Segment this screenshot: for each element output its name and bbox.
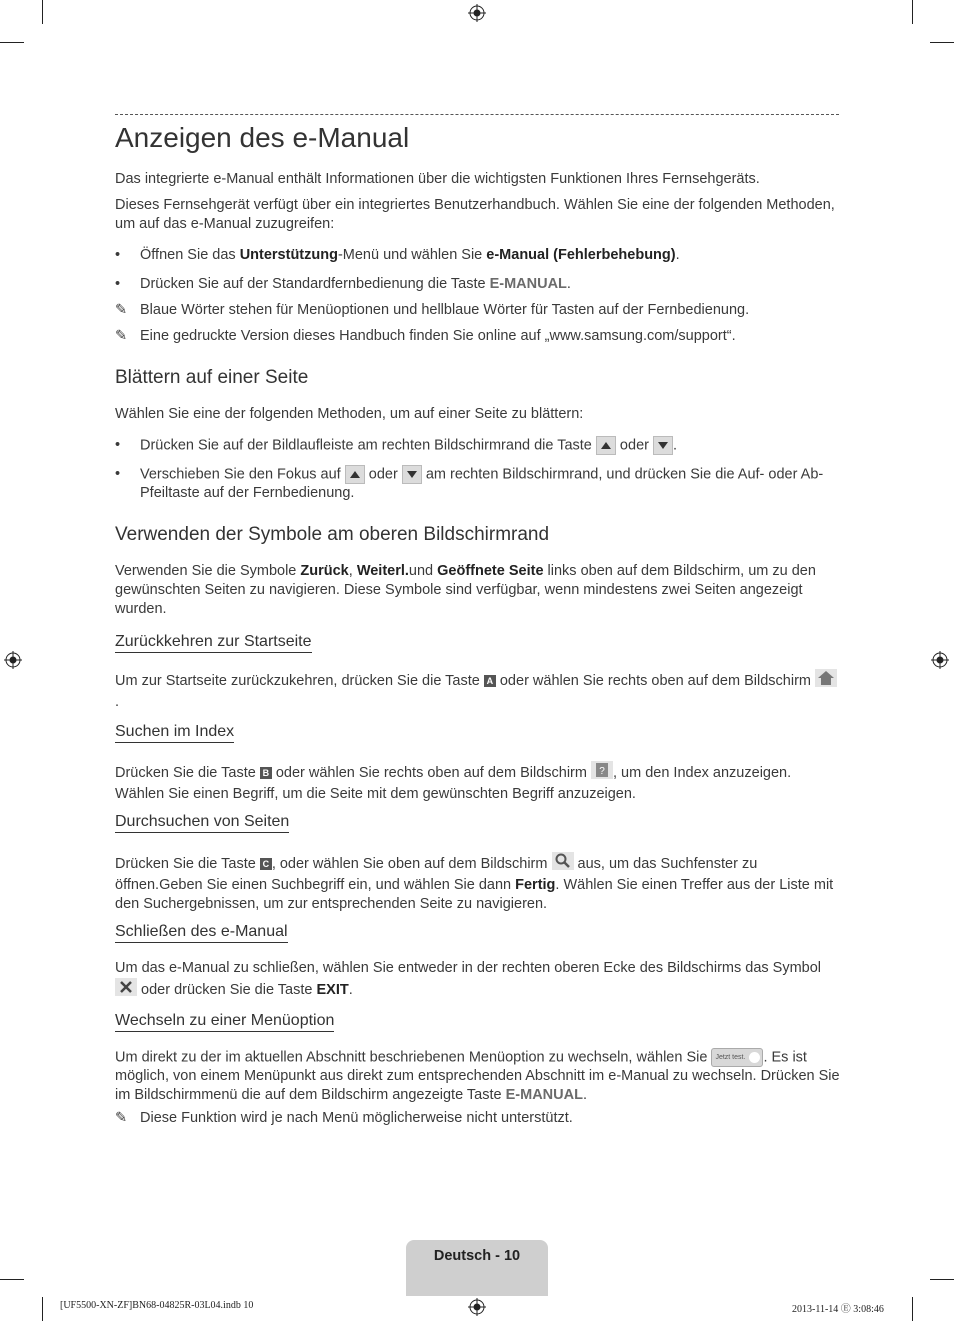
text: , oder wählen Sie oben auf dem Bildschirm (271, 855, 552, 872)
crop-mark (42, 0, 43, 24)
text: Öffnen Sie das (140, 247, 240, 263)
search-icon (552, 852, 574, 876)
crop-mark (912, 1297, 913, 1321)
key-b-icon: B (260, 767, 272, 779)
section-text: Wählen Sie eine der folgenden Methoden, um auf einer Seite zu blättern: (115, 406, 584, 422)
menu-term: Weiterl. (356, 563, 409, 579)
text: Drücken Sie auf der Bildlaufleiste am rechten Bildschirmrand die Taste (140, 437, 596, 454)
play-icon (749, 1052, 760, 1063)
subsection-heading: Wechseln zu einer Menüoption (115, 1012, 334, 1032)
home-icon (815, 669, 837, 693)
text: Um zur Startseite zurückzukehren, drücken Sie die Taste (115, 672, 484, 689)
page-number: Deutsch - 10 (433, 1248, 521, 1264)
subsection-heading: Durchsuchen von Seiten (115, 813, 289, 833)
arrow-up-icon (345, 465, 365, 484)
menu-term: Zurück (300, 563, 349, 579)
text: . (115, 694, 120, 710)
text: oder (364, 466, 402, 483)
text: Um das e-Manual zu schließen, wählen Sie entweder in der rechten oberen Ecke des Bildschirms das Symbol (115, 960, 822, 976)
text: Um direkt zu der im aktuellen Abschnitt beschriebenen Menüoption zu wechseln, wählen Sie (115, 1049, 712, 1066)
remote-key-term: E-MANUAL (489, 276, 567, 292)
note-icon: ✎ (115, 328, 128, 344)
text: Verwenden Sie die Symbole (115, 563, 301, 579)
text: und (408, 563, 438, 579)
subsection-heading: Schließen des e-Manual (115, 923, 288, 943)
page-title: Anzeigen des e-Manual (115, 122, 410, 153)
menu-term: Geöffnete Seite (437, 563, 544, 579)
text: Drücken Sie die Taste (115, 855, 260, 872)
registration-mark-icon (468, 4, 486, 22)
text: links oben auf dem Bildschirm, um zu den gewünschten Seiten zu navigieren. Diese Symbole sind verfügbar, wenn mindestens zwei Seiten angezeigt wurden. (115, 563, 816, 617)
bullet-mark: • (115, 466, 121, 482)
subsection-text (115, 852, 840, 914)
note-icon: ✎ (115, 302, 128, 318)
key-a-icon: A (484, 675, 496, 687)
subsection-heading: Suchen im Index (115, 723, 234, 743)
key-c-icon: C (260, 858, 272, 870)
text: Verschieben Sie den Fokus auf (140, 466, 345, 483)
text: oder wählen Sie rechts oben auf dem Bildschirm (271, 764, 591, 781)
text: . (673, 437, 678, 454)
text: . (348, 981, 353, 998)
crop-mark (930, 42, 954, 43)
subsection-text (115, 1048, 840, 1105)
text: . Wählen Sie einen Treffer aus der Liste mit den Suchergebnissen, um zur entsprechenden Seite zu navigieren. (115, 877, 834, 912)
try-now-button (711, 1048, 763, 1067)
subsection-text (115, 761, 840, 804)
footer-file-info: [UF5500-XN-ZF]BN68-04825R-03L04.indb 10 (60, 1300, 254, 1311)
registration-mark-icon (4, 651, 22, 669)
text: oder (615, 437, 653, 454)
footer-timestamp: 2013-11-14 Ⓔ 3:08:46 (792, 1304, 884, 1315)
note-text: Diese Funktion wird je nach Menü möglicherweise nicht unterstützt. (140, 1110, 573, 1126)
text: . (582, 1087, 587, 1104)
section-text (115, 562, 840, 619)
intro-paragraph: Dieses Fernsehgerät verfügt über ein integriertes Benutzerhandbuch. Wählen Sie eine der folgenden Methoden, um auf das e-Manual zuzugreifen: (115, 197, 835, 232)
menu-term: e-Manual (Fehlerbehebung) (486, 247, 676, 263)
intro-paragraph: Das integrierte e-Manual enthält Informationen über die wichtigsten Funktionen Ihres Fernsehgeräts. (115, 171, 760, 187)
crop-mark (0, 42, 24, 43)
crop-mark (0, 1279, 24, 1280)
dashed-rule (115, 114, 839, 115)
note-text: Eine gedruckte Version dieses Handbuch finden Sie online auf „www.samsung.com/support“. (140, 328, 736, 344)
text: aus, um das Suchfenster zu öffnen.Geben Sie einen Suchbegriff ein, und wählen Sie dann (115, 855, 758, 893)
bullet-mark: • (115, 247, 121, 263)
text: Drücken Sie die Taste (115, 764, 260, 781)
index-icon (591, 761, 613, 785)
subsection-text (115, 959, 840, 1002)
crop-mark (930, 1279, 954, 1280)
text: oder drücken Sie die Taste (137, 981, 317, 998)
remote-key-term: E-MANUAL (505, 1087, 583, 1104)
crop-mark (42, 1297, 43, 1321)
text: Drücken Sie auf der Standardfernbedienung die Taste (140, 276, 490, 292)
subsection-text (115, 669, 840, 712)
try-now-label: Jetzt test. (715, 1054, 746, 1061)
menu-term: Unterstützung (239, 247, 338, 263)
menu-term: Fertig (515, 877, 556, 893)
crop-mark (912, 0, 913, 24)
arrow-down-icon (653, 436, 673, 455)
bullet-mark: • (115, 276, 121, 292)
remote-key-term: EXIT (316, 981, 349, 998)
text: . Es ist möglich, von einem Menüpunkt aus direkt zum entsprechenden Abschnitt im e-Manual zu wechseln. Drücken Sie im Bildschirmmenü die auf dem Bildschirm angezeigte Taste (115, 1049, 840, 1104)
arrow-down-icon (402, 465, 422, 484)
section-heading: Blättern auf einer Seite (115, 367, 309, 388)
bullet-mark: • (115, 437, 121, 453)
registration-mark-icon (931, 651, 949, 669)
text: . (566, 276, 571, 292)
note-text: Blaue Wörter stehen für Menüoptionen und hellblaue Wörter für Tasten auf der Fernbedienung. (140, 302, 750, 318)
close-icon (115, 978, 137, 1002)
svg-text:?: ? (599, 766, 605, 777)
note-icon: ✎ (115, 1110, 128, 1126)
subsection-heading: Zurückkehren zur Startseite (115, 633, 312, 653)
text: , um den Index anzuzeigen. Wählen Sie einen Begriff, um die Seite mit dem gewünschten Begriff anzuzeigen. (115, 764, 792, 802)
registration-mark-icon (468, 1298, 486, 1316)
text: . (675, 247, 680, 263)
page-number-tab (406, 1240, 548, 1296)
arrow-up-icon (596, 436, 616, 455)
text: -Menü und wählen Sie (337, 247, 487, 263)
text: oder wählen Sie rechts oben auf dem Bildschirm (495, 672, 816, 689)
text: , (348, 563, 357, 579)
section-heading: Verwenden der Symbole am oberen Bildschirmrand (115, 524, 550, 545)
text: am rechten Bildschirmrand, und drücken Sie die Auf- oder Ab-Pfeiltaste auf der Fernbedienung. (140, 466, 824, 502)
